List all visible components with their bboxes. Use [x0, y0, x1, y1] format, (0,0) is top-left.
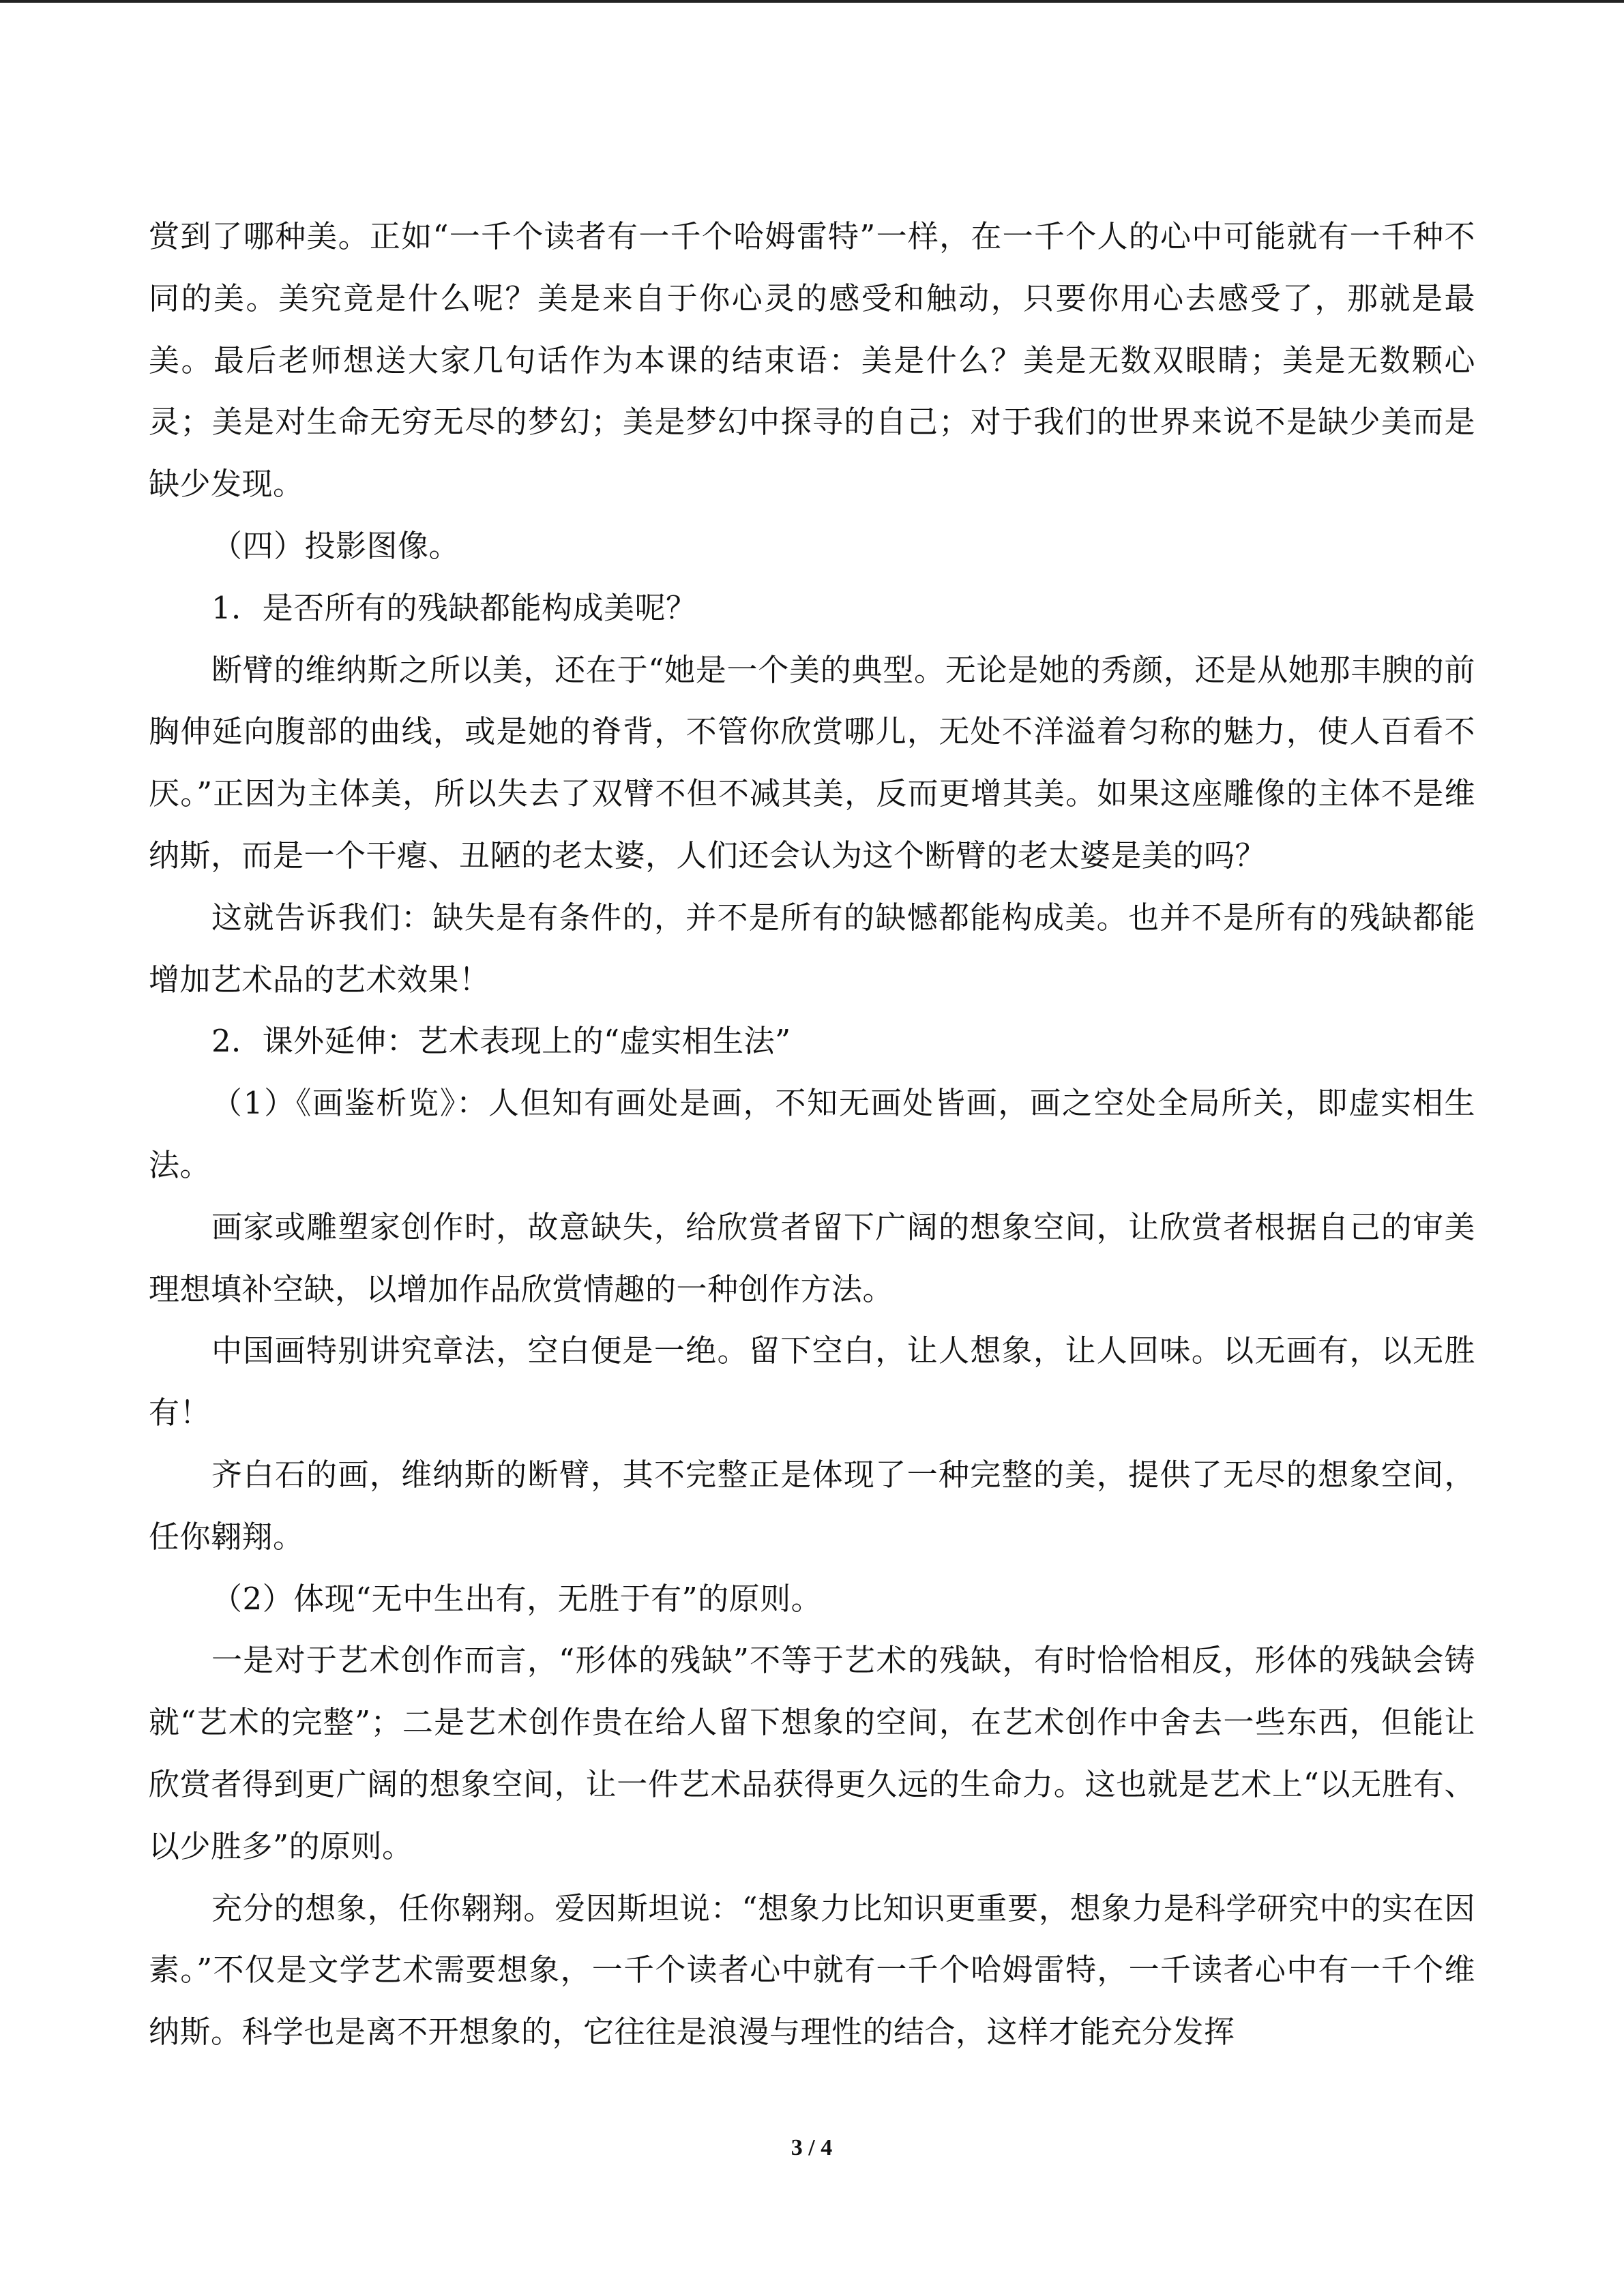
- paragraph-art-creation: 一是对于艺术创作而言，“形体的残缺”不等于艺术的残缺，有时恰恰相反，形体的残缺会铸就“艺术的完整”；二是艺术创作贵在给人留下想象的空间，在艺术创作中舍去一些东西，但能让欣赏者得到更广阔的想象空间，让一件艺术品获得更久远的生命力。这也就是艺术上“以无胜有、以少胜多”的原则。: [149, 1642, 1475, 1864]
- section-heading-projection: （四）投影图像。: [211, 527, 460, 564]
- subheading-principle: （2）体现“无中生出有，无胜于有”的原则。: [211, 1580, 823, 1617]
- top-border-line: [0, 0, 1624, 3]
- page-number: 3 / 4: [791, 2135, 833, 2160]
- paragraph-chinese-painting: 中国画特别讲究章法，空白便是一绝。留下空白，让人想象，让人回味。以无画有，以无胜有！: [149, 1332, 1475, 1431]
- document-body: [149, 206, 1475, 2063]
- paragraph-continuation: 赏到了哪种美。正如“一千个读者有一千个哈姆雷特”一样，在一千个人的心中可能就有一千种不同的美。美究竟是什么呢？美是来自于你心灵的感受和触动，只要你用心去感受了，那就是最美。最后老师想送大家几句话作为本课的结束语：美是什么？美是无数双眼睛；美是无数颗心灵；美是对生命无穷无尽的梦幻；美是梦幻中探寻的自己；对于我们的世界来说不是缺少美而是缺少发现。: [149, 218, 1475, 503]
- question-heading-2: 2．课外延伸：艺术表现上的“虚实相生法”: [211, 1023, 791, 1060]
- paragraph-imagination: 充分的想象，任你翱翔。爱因斯坦说：“想象力比知识更重要，想象力是科学研究中的实在因素。”不仅是文学艺术需要想象，一千个读者心中就有一千个哈姆雷特，一千读者心中有一千个维纳斯。科学也是离不开想象的，它往往是浪漫与理性的结合，这样才能充分发挥: [149, 1890, 1475, 2051]
- question-heading-1: 1．是否所有的残缺都能构成美呢？: [211, 589, 697, 626]
- paragraph-huajian: （1）《画鉴析览》：人但知有画处是画，不知无画处皆画，画之空处全局所关，即虚实相生法。: [149, 1085, 1475, 1183]
- paragraph-conclusion: 这就告诉我们：缺失是有条件的，并不是所有的缺憾都能构成美。也并不是所有的残缺都能增加艺术品的艺术效果！: [149, 899, 1475, 998]
- paragraph-venus: 断臂的维纳斯之所以美，还在于“她是一个美的典型。无论是她的秀颜，还是从她那丰腴的前胸伸延向腹部的曲线，或是她的脊背，不管你欣赏哪儿，无处不洋溢着匀称的魅力，使人百看不厌。”正因为主体美，所以失去了双臂不但不减其美，反而更增其美。如果这座雕像的主体不是维纳斯，而是一个干瘪、丑陋的老太婆，人们还会认为这个断臂的老太婆是美的吗？: [149, 651, 1475, 874]
- paragraph-painter: 画家或雕塑家创作时，故意缺失，给欣赏者留下广阔的想象空间，让欣赏者根据自己的审美理想填补空缺，以增加作品欣赏情趣的一种创作方法。: [149, 1208, 1475, 1307]
- paragraph-qi-baishi: 齐白石的画，维纳斯的断臂，其不完整正是体现了一种完整的美，提供了无尽的想象空间，任你翱翔。: [149, 1456, 1475, 1555]
